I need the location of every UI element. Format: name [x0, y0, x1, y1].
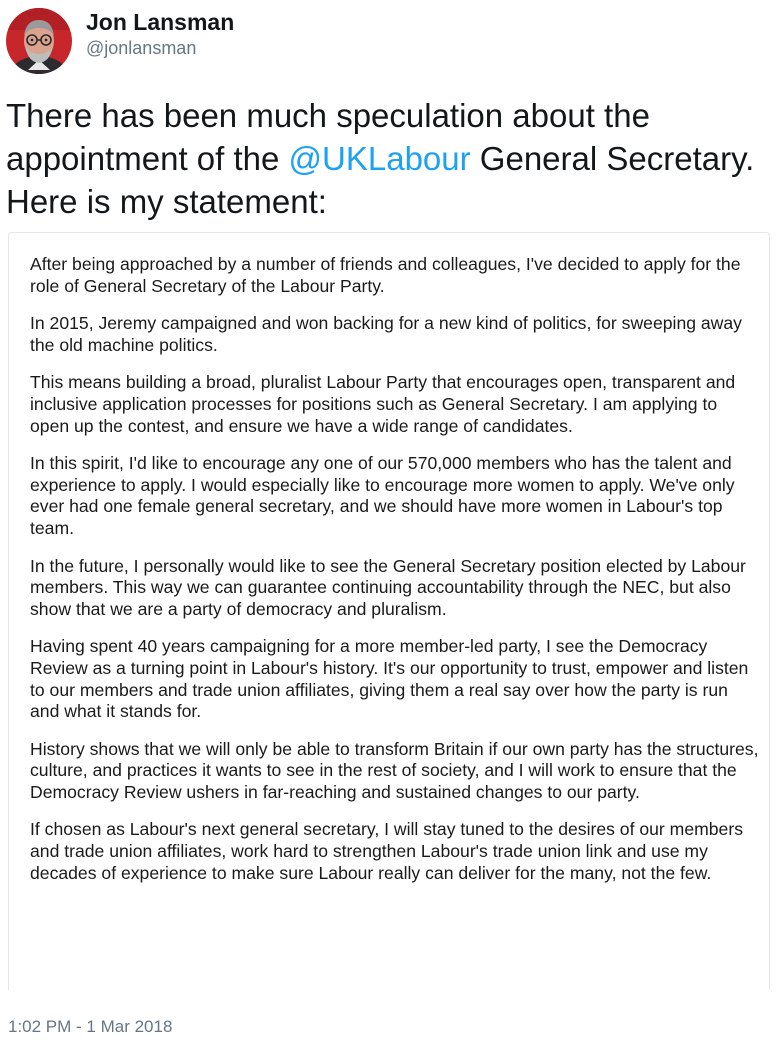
- tweet-timestamp[interactable]: 1:02 PM - 1 Mar 2018: [8, 1017, 173, 1036]
- statement-paragraph: If chosen as Labour's next general secretary, I will stay tuned to the desires of our members and trade union affiliates, work hard to strengthen Labour's trade union link and use my decades of experience to make sure Labour really can deliver for the many, not the few.: [30, 819, 744, 883]
- statement-paragraph: In the future, I personally would like to see the General Secretary position elected by Labour members. This way we can guarantee continuing accountability through the NEC, but also show that we are a party of democracy and pluralism.: [30, 555, 746, 619]
- statement-paragraph: After being approached by a number of friends and colleagues, I've decided to apply for the role of General Secretary of the Labour Party.: [30, 254, 741, 296]
- statement-paragraph: Having spent 40 years campaigning for a more member-led party, I see the Democracy Review as a turning point in Labour's history. It's our opportunity to trust, empower and listen to our members and trade union affiliates, giving them a real say over how the party is run and what it stands for.: [30, 636, 749, 722]
- statement-image[interactable]: [8, 232, 770, 990]
- statement-paragraph: In this spirit, I'd like to encourage any one of our 570,000 members who has the talent and experience to apply. I would especially like to encourage more women to apply. We've only ever had one female general secretary, and we should have more women in Labour's top team.: [30, 453, 735, 538]
- statement-body: [9, 233, 769, 884]
- tweet-text: [6, 94, 776, 223]
- author-display-name[interactable]: Jon Lansman: [86, 9, 235, 35]
- user-avatar-icon: [6, 8, 72, 74]
- statement-paragraph: This means building a broad, pluralist Labour Party that encourages open, transparent and inclusive application processes for positions such as General Secretary. I am applying to open up the contest, and ensure we have a wide range of candidates.: [30, 372, 736, 436]
- tweet-text-after: General Secretary. Here is my statement:: [6, 140, 755, 220]
- author-names: [86, 8, 234, 60]
- avatar[interactable]: [6, 8, 72, 74]
- tweet-header: [6, 6, 234, 76]
- statement-paragraph: In 2015, Jeremy campaigned and won backing for a new kind of politics, for sweeping away the old machine politics.: [30, 313, 742, 355]
- mention-link-uklabour[interactable]: @UKLabour: [288, 140, 471, 177]
- tweet-text-before: There has been much speculation about the appointment of the: [6, 97, 650, 177]
- statement-paragraph: History shows that we will only be able to transform Britain if our own party has the structures, culture, and practices it wants to see in the rest of society, and I will work to ensure that the Democracy Review ushers in far-reaching and sustained changes to our party.: [30, 738, 759, 802]
- author-handle[interactable]: @jonlansman: [86, 38, 197, 58]
